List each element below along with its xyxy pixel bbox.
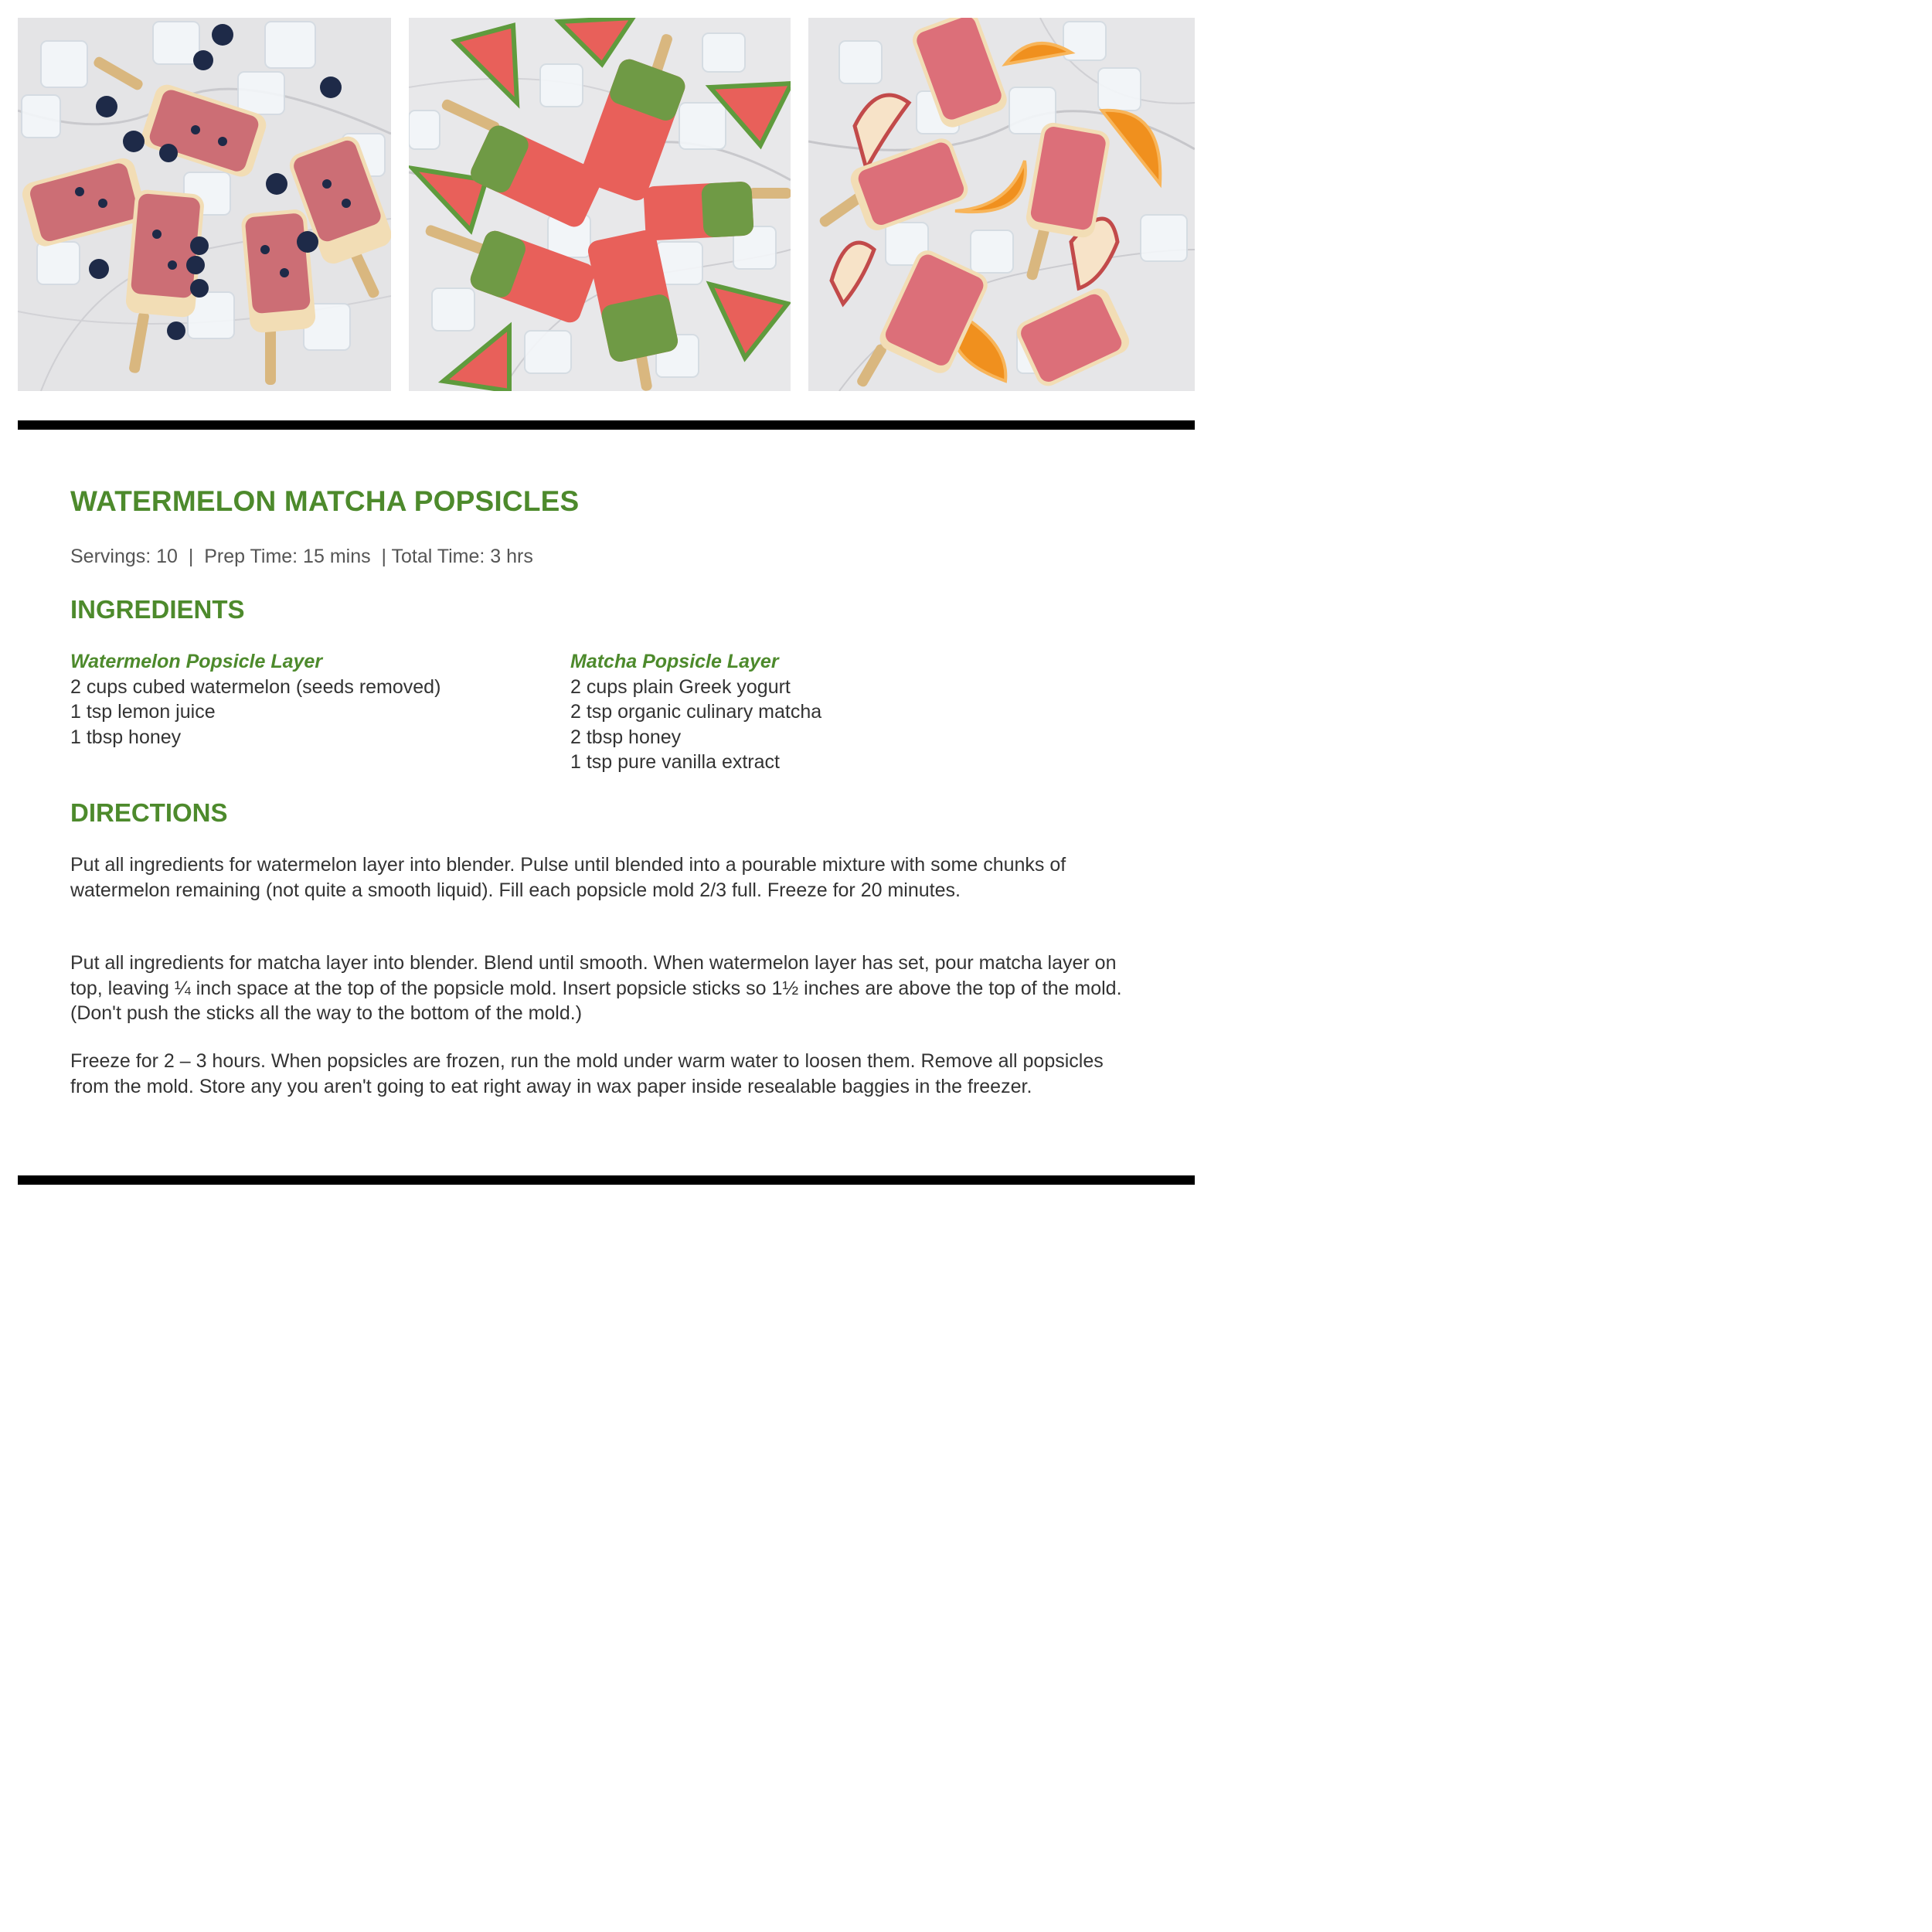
ingredients-heading: INGREDIENTS: [70, 595, 245, 624]
recipe-meta: Servings: 10 | Prep Time: 15 mins | Total Time: 3 hrs: [70, 546, 533, 567]
ingredient-column-matcha: [570, 649, 1111, 775]
ingredient-item: 1 tbsp honey: [70, 726, 182, 748]
ingredient-item: 1 tsp lemon juice: [70, 701, 216, 723]
direction-step: Freeze for 2 – 3 hours. When popsicles are frozen, run the mold under warm water to loosen them. Remove all popsicles from the mold. Store any you aren't going to eat right away in wax paper inside resealable baggies in the freezer.: [70, 1050, 1104, 1097]
divider-top: [18, 420, 1195, 430]
photo-orange-apple-popsicles: [808, 18, 1195, 391]
layer-title: Watermelon Popsicle Layer: [70, 651, 323, 672]
photo-blueberry-popsicles: [18, 18, 391, 391]
ingredient-column-watermelon: [70, 649, 549, 750]
photo-watermelon-matcha-popsicles: [409, 18, 791, 391]
recipe-title: WATERMELON MATCHA POPSICLES: [70, 485, 580, 517]
ingredient-item: 2 tbsp honey: [570, 726, 682, 748]
ingredient-item: 2 cups plain Greek yogurt: [570, 675, 791, 698]
layer-title: Matcha Popsicle Layer: [570, 651, 779, 672]
ingredient-item: 1 tsp pure vanilla extract: [570, 751, 780, 773]
ingredient-item: 2 cups cubed watermelon (seeds removed): [70, 675, 441, 698]
direction-step: Put all ingredients for watermelon layer into blender. Pulse until blended into a pourable mixture with some chunks of watermelon remaining (not quite a smooth liquid). Fill each popsicle mold 2/3 full. Freeze for 20 minutes.: [70, 854, 1066, 901]
ingredient-list: [570, 675, 1111, 775]
direction-step: Put all ingredients for matcha layer into blender. Blend until smooth. When watermelon layer has set, pour matcha layer on top, leaving ¼ inch space at the top of the popsicle mold. Insert popsicle sticks so 1½ inches are above the top of the mold. (Don't push the sticks all the way to the bottom of the mold.): [70, 952, 1122, 1024]
directions-heading: DIRECTIONS: [70, 798, 228, 827]
ingredient-list: [70, 675, 549, 750]
divider-bottom: [18, 1175, 1195, 1185]
ingredient-item: 2 tsp organic culinary matcha: [570, 701, 822, 723]
